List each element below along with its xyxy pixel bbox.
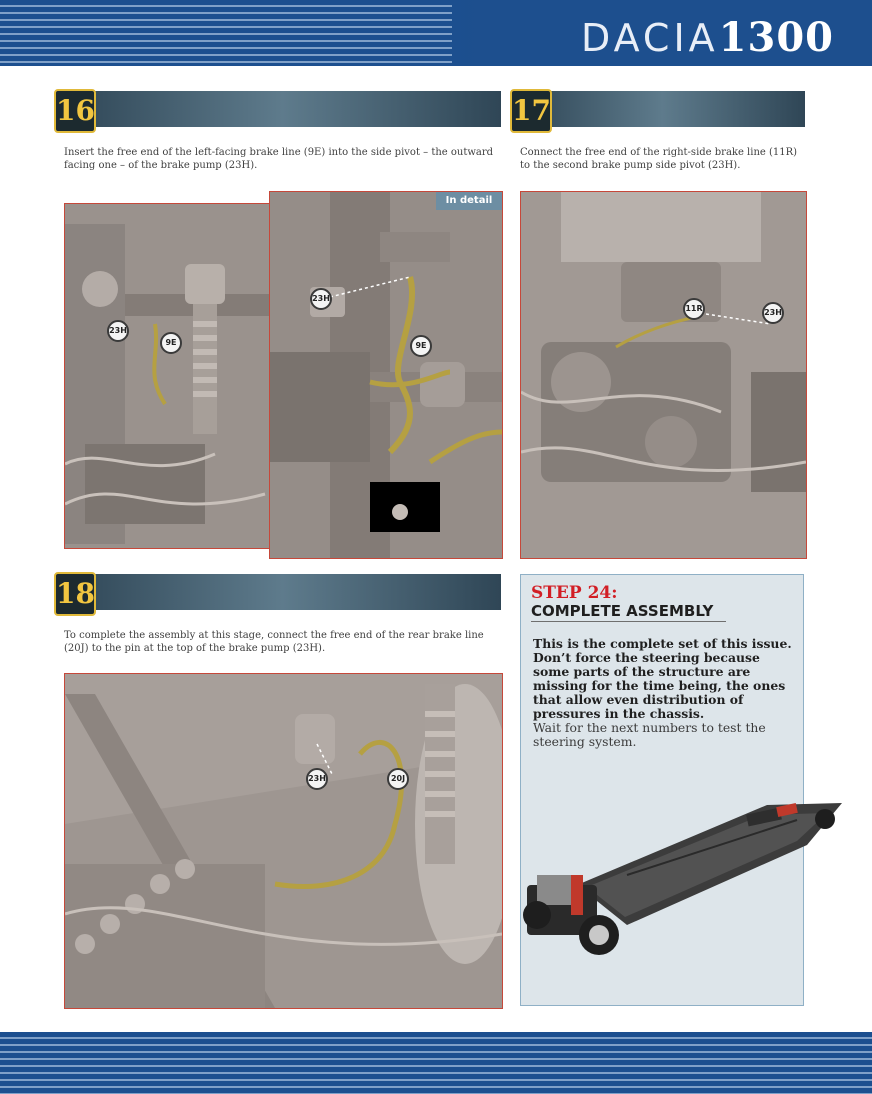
step-24-title: STEP 24: xyxy=(531,583,618,603)
title-divider xyxy=(531,621,726,622)
brand-logo xyxy=(581,14,834,61)
footer-band xyxy=(0,1032,872,1094)
detail-drawing xyxy=(270,192,502,558)
step-18-header xyxy=(56,574,501,610)
step-18-number: 18 xyxy=(54,572,96,616)
step-24-info-box xyxy=(520,574,804,1006)
info-bold-text: This is the complete set of this issue. Don’t force the steering because some parts of the structure are missing for the time being, the ones that allow even distribution of pressures in the chassis. xyxy=(533,636,792,721)
step-16-detail-illustration xyxy=(269,191,503,559)
step-17-number: 17 xyxy=(510,89,552,133)
label-9e-badge: 9E xyxy=(160,332,182,354)
label-20j-badge: 20J xyxy=(387,768,409,790)
in-detail-tag: In detail xyxy=(436,192,502,210)
step-16-caption: Insert the free end of the left-facing brake line (9E) into the side pivot – the outward facing one – of the brake pump (23H). xyxy=(64,147,494,171)
step-16-header xyxy=(56,91,501,127)
info-body-text: Wait for the next numbers to test the steering system. xyxy=(533,720,766,749)
step-17-illustration xyxy=(520,191,807,559)
rear-chassis-drawing xyxy=(65,674,502,1008)
step-18-label-23h-badge: 23H xyxy=(306,768,328,790)
step-17-caption: Connect the free end of the right-side brake line (11R) to the second brake pump side pivot (23H). xyxy=(520,147,798,171)
step-16-number: 16 xyxy=(54,89,96,133)
step-16-main-illustration xyxy=(64,203,271,549)
step-18-caption: To complete the assembly at this stage, connect the free end of the rear brake line (20J) to the pin at the top of the brake pump (23H). xyxy=(64,630,484,654)
brand-stripe xyxy=(452,0,482,66)
step-17-header xyxy=(512,91,805,127)
chassis-drawing xyxy=(65,204,270,548)
brand-word: DACIA xyxy=(581,16,719,60)
label-23h-badge: 23H xyxy=(107,320,129,342)
brand-box xyxy=(452,0,872,66)
step-17-label-23h-badge: 23H xyxy=(762,302,784,324)
complete-assembly-title: COMPLETE ASSEMBLY xyxy=(531,602,714,620)
detail-label-23h-badge: 23H xyxy=(310,288,332,310)
brand-number: 1300 xyxy=(718,14,834,61)
detail-label-9e-badge: 9E xyxy=(410,335,432,357)
label-11r-badge: 11R xyxy=(683,298,705,320)
engine-drawing xyxy=(521,192,806,558)
complete-chassis-image xyxy=(507,775,843,955)
step-18-illustration xyxy=(64,673,503,1009)
